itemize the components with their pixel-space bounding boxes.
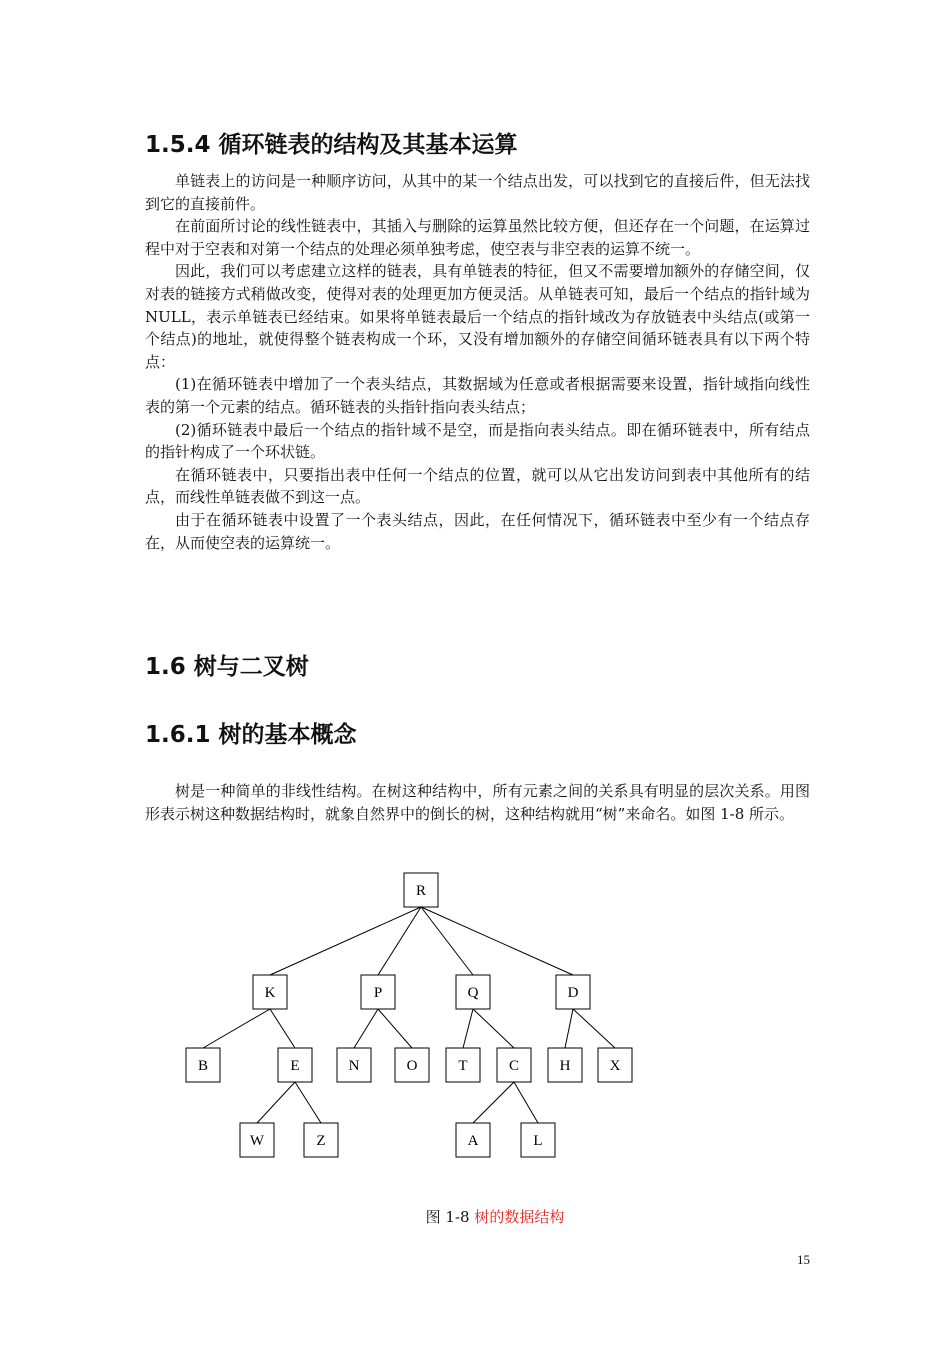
tree-node-label: L: [533, 1133, 543, 1149]
tree-edges: [203, 907, 615, 1123]
tree-node-W: [240, 1123, 274, 1157]
tree-edge-P-O: [378, 1009, 412, 1048]
tree-node-label: O: [406, 1058, 418, 1074]
tree-node-Z: [304, 1123, 338, 1157]
figure-number: 图 1-8: [425, 1208, 470, 1226]
tree-edge-R-D: [421, 907, 573, 975]
tree-node-O: [395, 1048, 429, 1082]
tree-edge-K-B: [203, 1009, 270, 1048]
tree-node-label: E: [290, 1058, 300, 1074]
tree-node-Q: [456, 975, 490, 1009]
tree-edge-C-L: [514, 1082, 538, 1123]
tree-edge-C-A: [473, 1082, 514, 1123]
tree-node-T: [446, 1048, 480, 1082]
tree-node-label: N: [348, 1058, 360, 1074]
tree-node-label: T: [458, 1058, 468, 1074]
tree-node-E: [278, 1048, 312, 1082]
tree-edge-K-E: [270, 1009, 295, 1048]
tree-node-label: R: [415, 883, 427, 899]
paragraph: 单链表上的访问是一种顺序访问，从其中的某一个结点出发，可以找到它的直接后件，但无法找到它的直接前件。: [145, 172, 810, 213]
paragraph: (1)在循环链表中增加了一个表头结点，其数据域为任意或者根据需要来设置，指针域指向线性表的第一个元素的结点。循环链表的头指针指向表头结点；: [145, 375, 810, 416]
tree-node-P: [361, 975, 395, 1009]
tree-node-N: [337, 1048, 371, 1082]
tree-nodes: [186, 873, 632, 1157]
tree-node-R: [404, 873, 438, 907]
tree-node-L: [521, 1123, 555, 1157]
tree-node-label: D: [567, 985, 579, 1001]
section-1-6-1-body: [145, 780, 810, 825]
tree-node-label: X: [609, 1058, 621, 1074]
paragraph: 在循环链表中，只要指出表中任何一个结点的位置，就可以从它出发访问到表中其他所有的结点，而线性单链表做不到这一点。: [145, 465, 810, 507]
tree-diagram: [180, 868, 640, 1163]
tree-node-H: [548, 1048, 582, 1082]
section-heading-1-6-1: 1.6.1 树的基本概念: [145, 722, 357, 748]
tree-edge-Q-T: [463, 1009, 473, 1048]
paragraph: 因此，我们可以考虑建立这样的链表，具有单链表的特征，但又不需要增加额外的存储空间，仅对表的链接方式稍做改变，使得对表的处理更加方便灵活。从单链表可知，最后一个结点的指针域为 NULL，表示单链表已经结束。如果将单链表最后一个结点的指针域改为存放链表中头结点(或第一个结点)的地址，就使得整个链表构成一个环，又没有增加额外的存储空间循环链表具有以下两个特点：: [145, 262, 810, 371]
tree-node-label: Q: [467, 985, 479, 1001]
tree-edge-D-H: [565, 1009, 573, 1048]
section-1-5-4-body: [145, 170, 810, 554]
tree-node-D: [556, 975, 590, 1009]
tree-node-C: [497, 1048, 531, 1082]
tree-node-label: B: [197, 1058, 209, 1074]
paragraph: 由于在循环链表中设置了一个表头结点，因此，在任何情况下，循环链表中至少有一个结点存在，从而使空表的运算统一。: [145, 510, 810, 552]
tree-node-label: K: [264, 985, 276, 1001]
tree-node-K: [253, 975, 287, 1009]
page-number: 15: [797, 1252, 810, 1267]
figure-title: 树的数据结构: [474, 1208, 565, 1226]
section-heading-1-6: 1.6 树与二叉树: [145, 654, 309, 680]
tree-node-label: Z: [316, 1133, 326, 1149]
tree-edge-D-X: [573, 1009, 615, 1048]
tree-node-label: P: [373, 985, 383, 1001]
tree-edge-E-Z: [295, 1082, 321, 1123]
tree-edge-P-N: [354, 1009, 378, 1048]
paragraph: (2)循环链表中最后一个结点的指针域不是空，而是指向表头结点。即在循环链表中，所有结点的指针构成了一个环状链。: [145, 420, 810, 462]
tree-node-label: C: [508, 1058, 520, 1074]
figure-caption: [0, 1206, 952, 1227]
tree-node-label: H: [559, 1058, 571, 1074]
tree-edge-R-Q: [421, 907, 473, 975]
tree-edge-Q-C: [473, 1009, 514, 1048]
tree-edge-R-K: [270, 907, 421, 975]
section-heading-1-5-4: 1.5.4 循环链表的结构及其基本运算: [145, 132, 518, 158]
tree-edge-E-W: [257, 1082, 295, 1123]
tree-node-X: [598, 1048, 632, 1082]
paragraph: 树是一种简单的非线性结构。在树这种结构中，所有元素之间的关系具有明显的层次关系。用图形表示树这种数据结构时，就象自然界中的倒长的树，这种结构就用“树”来命名。如图 1-8 所示。: [145, 782, 810, 823]
tree-node-label: W: [249, 1133, 265, 1149]
paragraph: 在前面所讨论的线性链表中，其插入与删除的运算虽然比较方便，但还存在一个问题，在运算过程中对于空表和对第一个结点的处理必须单独考虑，使空表与非空表的运算不统一。: [145, 217, 810, 258]
tree-node-B: [186, 1048, 220, 1082]
tree-node-A: [456, 1123, 490, 1157]
tree-node-label: A: [467, 1133, 479, 1149]
